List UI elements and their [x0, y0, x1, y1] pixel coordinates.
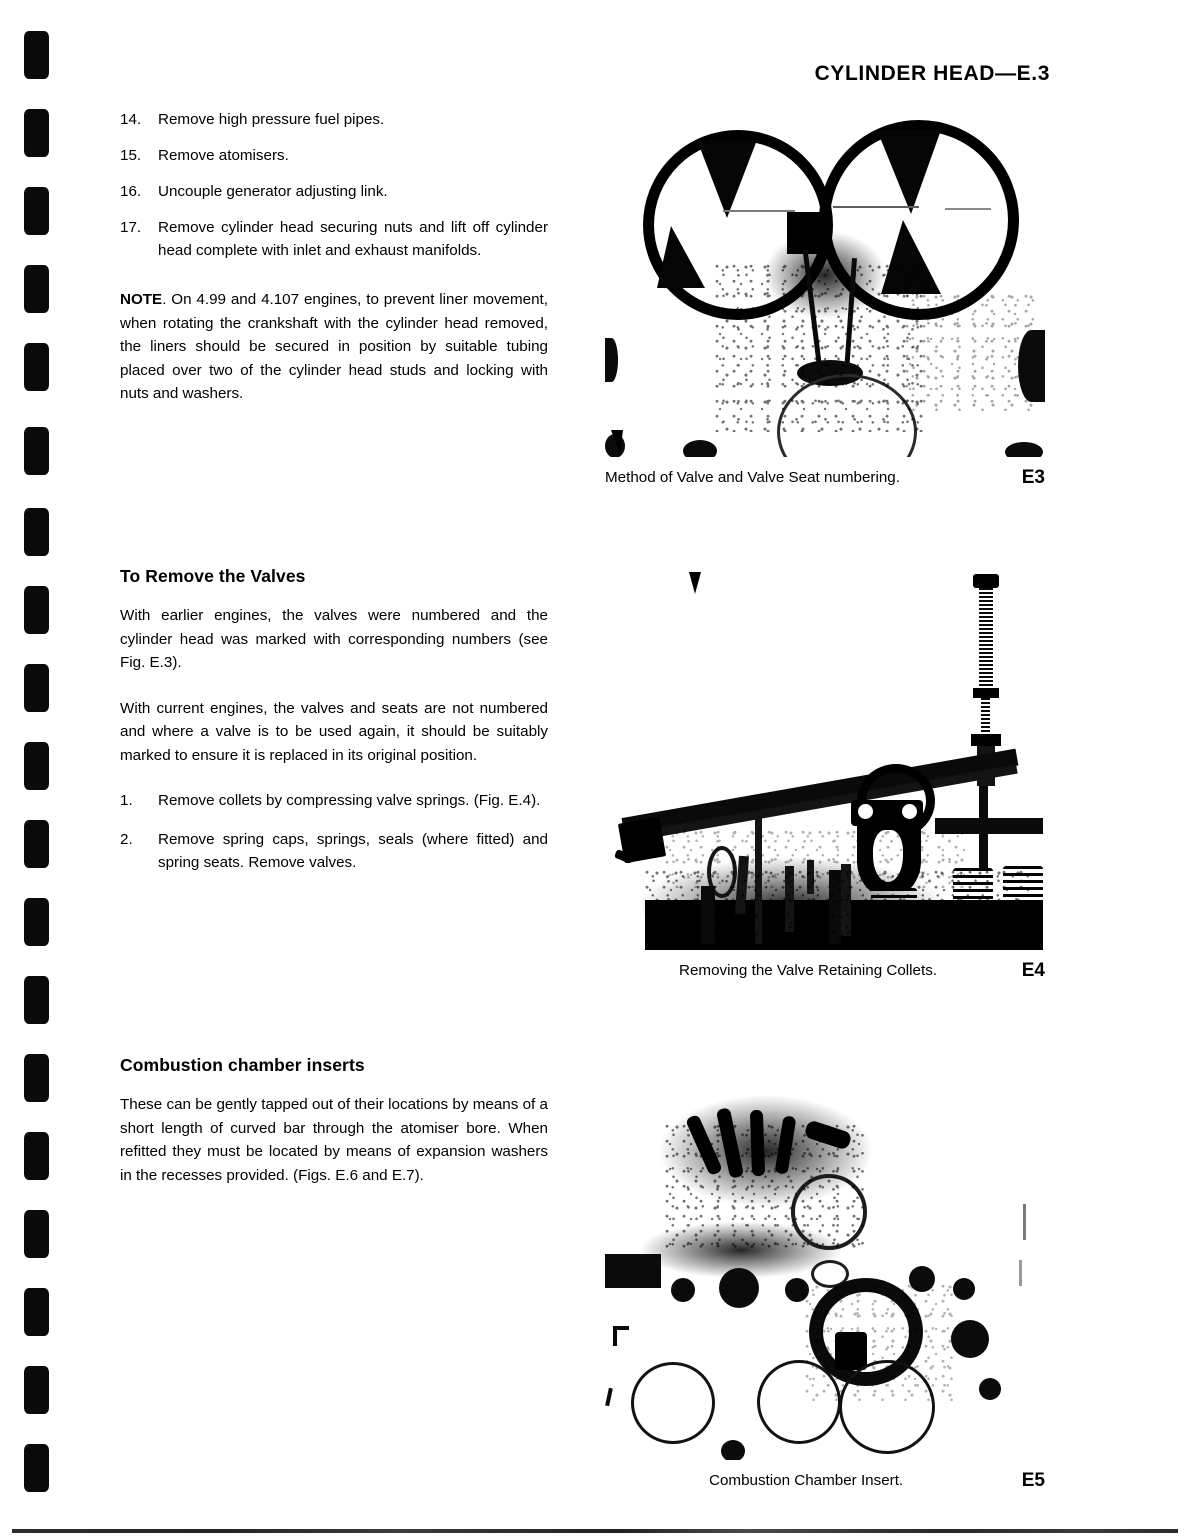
- valve-seat-circle: [757, 1360, 841, 1444]
- procedure-column: [120, 108, 548, 421]
- note-label: NOTE: [120, 291, 163, 308]
- list-item-number: 16.: [120, 183, 142, 200]
- figure-e4-photo: [605, 568, 1045, 950]
- list-item: [120, 108, 548, 131]
- combustion-chamber-arc: [777, 374, 917, 457]
- screw-nut: [971, 734, 1001, 746]
- list-item-number: 2.: [120, 831, 133, 848]
- bolt-hole: [605, 1254, 661, 1288]
- casting-shadow: [765, 232, 885, 318]
- list-item: [120, 828, 548, 874]
- figure-e5: [605, 1092, 1045, 1496]
- scan-artifact: [1019, 1260, 1022, 1286]
- bolt-hole: [979, 1378, 1001, 1400]
- list-item-number: 14.: [120, 111, 142, 128]
- valve-stem: [785, 866, 794, 932]
- list-item-text: Remove collets by compressing valve springs. (Fig. E.4).: [158, 792, 541, 809]
- scan-artifact: [1023, 1204, 1026, 1240]
- figure-caption-text: Removing the Valve Retaining Collets.: [679, 962, 938, 979]
- screw-collar: [973, 688, 999, 698]
- list-item-text: Remove high pressure fuel pipes.: [158, 111, 385, 128]
- list-item-text: Uncouple generator adjusting link.: [158, 183, 388, 200]
- screw-thread-upper: [979, 588, 993, 688]
- bolt-hole: [1005, 442, 1043, 457]
- figure-e4: [605, 568, 1045, 986]
- binding-hole: [24, 508, 49, 556]
- scan-artifact: [613, 1326, 617, 1346]
- valve-steps-list: [120, 789, 548, 874]
- valve-wedge-upper-left: [697, 140, 757, 218]
- section-paragraph: With current engines, the valves and seats are not numbered and where a valve is to be used again, it should be suitably marked to ensure it is replaced in its original position.: [120, 699, 548, 764]
- note-text: . On 4.99 and 4.107 engines, to prevent liner movement, when rotating the crankshaft with the cylinder head removed, the liners should be secured in position by suitable tubing placed over two of the cylinder head studs and locking with nuts and washers.: [120, 291, 548, 402]
- valve-stem: [807, 860, 814, 894]
- binding-hole: [24, 664, 49, 712]
- binding-hole: [24, 586, 49, 634]
- valve-stem: [841, 864, 851, 936]
- section-combustion-chamber-inserts: [120, 1055, 548, 1187]
- list-item: [120, 144, 548, 167]
- binding-hole: [24, 31, 49, 79]
- screw-thread-lower: [981, 698, 990, 736]
- list-item-number: 1.: [120, 792, 133, 809]
- note-paragraph: [120, 288, 548, 406]
- section-paragraph: These can be gently tapped out of their locations by means of a short length of curved bar through the atomiser bore. When refitted they must be located by means of expansion washers in the recesses provided. (Figs. E.6 and E.7).: [120, 1096, 548, 1184]
- yoke-pin-right: [902, 804, 917, 819]
- valve-seam-right-a: [833, 206, 919, 208]
- figure-e3: [605, 112, 1045, 493]
- figure-caption-text: Combustion Chamber Insert.: [709, 1472, 904, 1489]
- combustion-chamber-insert: [791, 1174, 867, 1250]
- list-item: [120, 180, 548, 203]
- figure-caption-text: Method of Valve and Valve Seat numbering.: [605, 469, 900, 486]
- binding-hole: [24, 820, 49, 868]
- finger: [750, 1110, 765, 1176]
- scan-artifact: [605, 1388, 613, 1406]
- figure-reference: E5: [1021, 1470, 1045, 1491]
- figure-reference: E3: [1021, 467, 1045, 488]
- binding-hole: [24, 976, 49, 1024]
- figure-e4-caption: [605, 962, 1045, 986]
- head-casting-rib: [701, 886, 715, 944]
- list-item: [120, 789, 548, 812]
- binding-hole: [24, 265, 49, 313]
- figure-e5-caption: [605, 1472, 1045, 1496]
- figure-reference: E4: [1021, 960, 1045, 981]
- list-item: [120, 216, 548, 262]
- binding-hole: [24, 1444, 49, 1492]
- list-item-text: Remove spring caps, springs, seals (where fitted) and spring seats. Remove valves.: [158, 831, 548, 871]
- valve-seat-circle: [631, 1362, 715, 1444]
- bolt-hole: [785, 1278, 809, 1302]
- binding-hole: [24, 742, 49, 790]
- bolt-hole: [605, 338, 618, 382]
- valve-wedge-lower-right: [881, 220, 941, 294]
- running-head: CYLINDER HEAD—E.3: [814, 62, 1050, 85]
- list-item-number: 17.: [120, 219, 142, 236]
- head-casting-rib: [829, 870, 841, 944]
- scan-edge-artifact: [12, 1529, 1178, 1533]
- binding-hole: [24, 1054, 49, 1102]
- binding-hole: [24, 1132, 49, 1180]
- binding-hole: [24, 1210, 49, 1258]
- head-casting-rib: [935, 818, 1043, 834]
- yoke-pin-left: [858, 804, 873, 819]
- figure-e5-photo: [605, 1092, 1045, 1460]
- pointer-arrow-icon: [689, 572, 701, 594]
- list-item-text: Remove atomisers.: [158, 147, 289, 164]
- binding-hole: [24, 109, 49, 157]
- binding-hole: [24, 1288, 49, 1336]
- insert-neck: [835, 1332, 867, 1370]
- binding-hole: [24, 187, 49, 235]
- section-heading: To Remove the Valves: [120, 566, 306, 586]
- figure-e3-caption: [605, 469, 1045, 493]
- list-item-number: 15.: [120, 147, 142, 164]
- list-item-text: Remove cylinder head securing nuts and lift off cylinder head complete with inlet and exhaust manifolds.: [158, 219, 548, 259]
- valve-stem: [755, 818, 762, 944]
- bolt-hole: [721, 1440, 745, 1460]
- bolt-hole: [951, 1320, 989, 1358]
- section-paragraph: With earlier engines, the valves were numbered and the cylinder head was marked with corresponding numbers (see Fig. E.3).: [120, 607, 548, 671]
- bolt-hole: [1018, 330, 1045, 402]
- screw-head: [973, 574, 999, 588]
- valve-wedge-upper-right: [877, 130, 941, 214]
- bolt-hole: [719, 1268, 759, 1308]
- pointer-mark: [611, 430, 623, 454]
- section-heading: Combustion chamber inserts: [120, 1055, 365, 1075]
- binding-hole-strip: [0, 0, 95, 1538]
- valve-wedge-lower-left: [657, 226, 705, 288]
- binding-hole: [24, 898, 49, 946]
- section-remove-valves: [120, 566, 548, 874]
- binding-hole: [24, 343, 49, 391]
- bolt-hole: [953, 1278, 975, 1300]
- bolt-hole: [671, 1278, 695, 1302]
- valve-seam-left: [723, 210, 795, 212]
- figure-e3-photo: [605, 112, 1045, 457]
- valve-seam-right-b: [945, 208, 991, 210]
- bolt-hole: [909, 1266, 935, 1292]
- binding-hole: [24, 1366, 49, 1414]
- valve-seat-circle: [839, 1360, 935, 1454]
- procedure-list: [120, 108, 548, 262]
- bolt-hole: [683, 440, 717, 457]
- binding-hole: [24, 427, 49, 475]
